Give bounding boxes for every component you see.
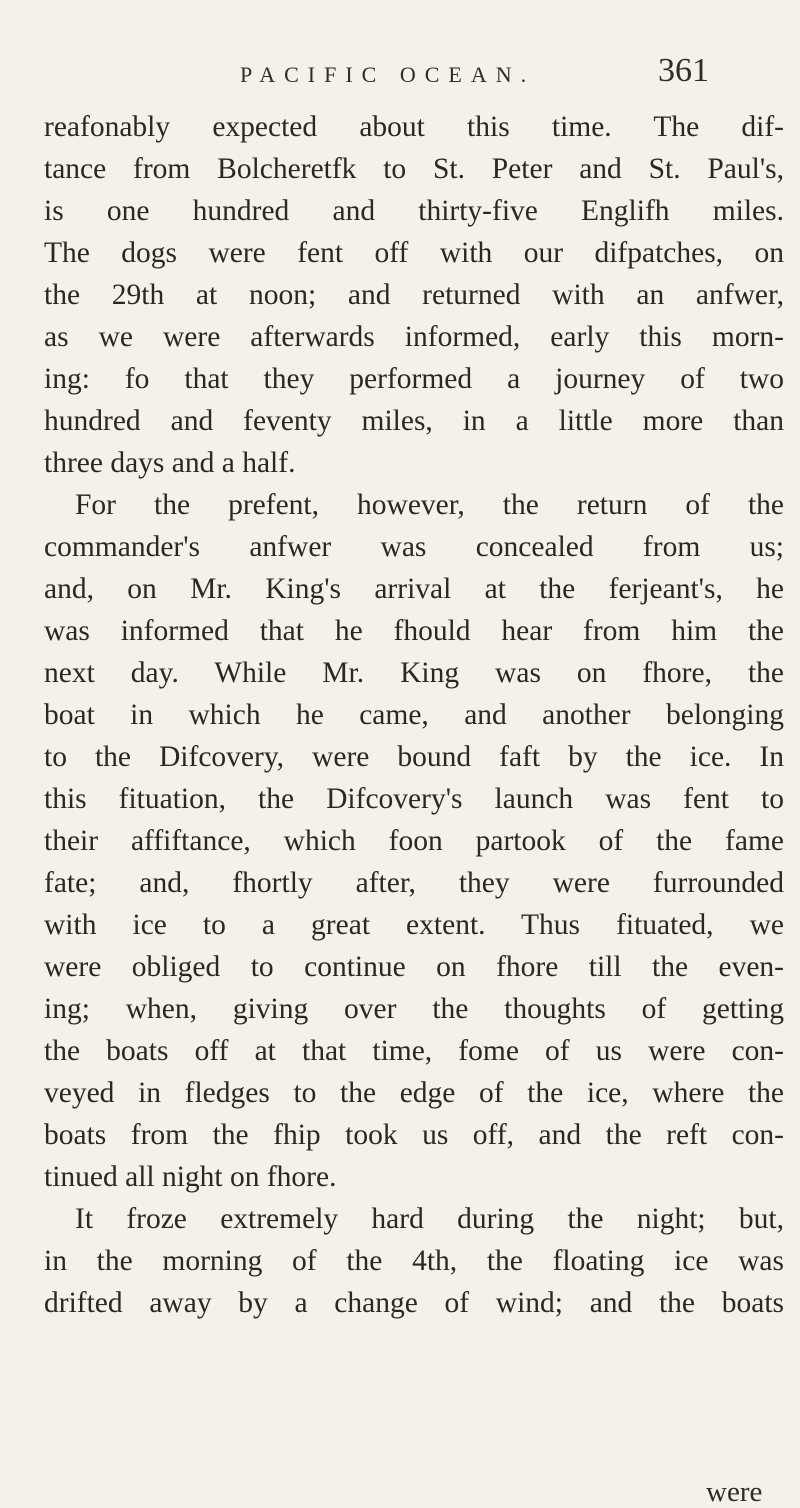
- page-number: 361: [658, 52, 709, 89]
- text-line: is one hundred and thirty-five Englifh miles.: [44, 195, 784, 227]
- text-line: boats from the fhip took us off, and the reft con-: [44, 1119, 784, 1151]
- paragraph-start-line: It froze extremely hard during the night; but,: [75, 1203, 784, 1235]
- text-line: ing: fo that they performed a journey of two: [44, 363, 784, 395]
- text-line: the boats off at that time, fome of us were con-: [44, 1035, 784, 1067]
- text-line: commander's anfwer was concealed from us;: [44, 531, 784, 563]
- text-line: with ice to a great extent. Thus fituated, we: [44, 909, 784, 941]
- text-line: this fituation, the Difcovery's launch was fent to: [44, 783, 784, 815]
- text-line: boat in which he came, and another belonging: [44, 699, 784, 731]
- text-line: and, on Mr. King's arrival at the ferjeant's, he: [44, 573, 784, 605]
- text-line: next day. While Mr. King was on fhore, the: [44, 657, 784, 689]
- text-line: three days and a half.: [44, 447, 296, 479]
- text-line: veyed in fledges to the edge of the ice, where the: [44, 1077, 784, 1109]
- text-line: ing; when, giving over the thoughts of getting: [44, 993, 784, 1025]
- text-line: were obliged to continue on fhore till the even-: [44, 951, 784, 983]
- text-line: tinued all night on fhore.: [44, 1161, 337, 1193]
- catchword: were: [706, 1476, 763, 1508]
- text-line: fate; and, fhortly after, they were furrounded: [44, 867, 784, 899]
- text-line: The dogs were fent off with our difpatches, on: [44, 237, 784, 269]
- text-line: to the Difcovery, were bound faft by the ice. In: [44, 741, 784, 773]
- text-line: hundred and feventy miles, in a little more than: [44, 405, 784, 437]
- text-line: as we were afterwards informed, early this morn-: [44, 321, 784, 353]
- text-line: tance from Bolcheretfk to St. Peter and St. Paul's,: [44, 153, 784, 185]
- text-line: drifted away by a change of wind; and the boats: [44, 1287, 784, 1319]
- running-head: PACIFIC OCEAN.: [240, 62, 536, 87]
- text-line: the 29th at noon; and returned with an anfwer,: [44, 279, 784, 311]
- text-line: their affiftance, which foon partook of the fame: [44, 825, 784, 857]
- body-text: [44, 106, 784, 1324]
- text-line: was informed that he fhould hear from him the: [44, 615, 784, 647]
- paragraph-start-line: For the prefent, however, the return of the: [75, 489, 784, 521]
- text-line: in the morning of the 4th, the floating ice was: [44, 1245, 784, 1277]
- text-line: reafonably expected about this time. The dif-: [44, 111, 784, 143]
